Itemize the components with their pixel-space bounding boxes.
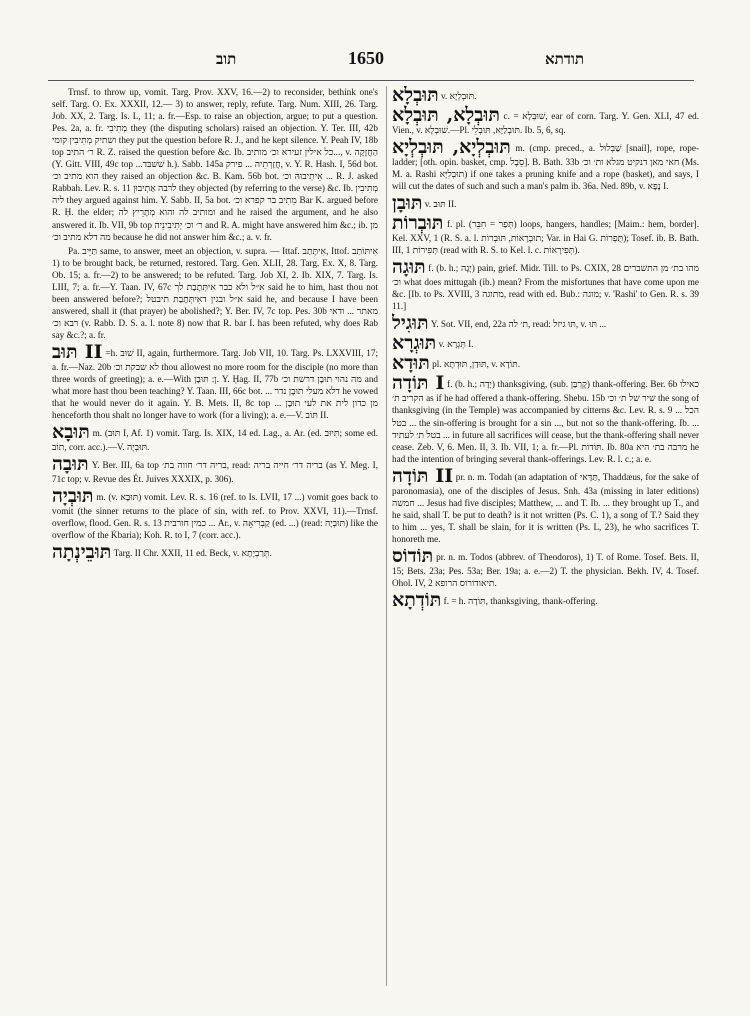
entry-text: Y. Ber. III, 6a top בריה דר׳ חווה בת׳, read: בריה דר׳ חייה בריה (as Y. Meg. I, 71c top; v. Revue des Ét. Juives XXXIX, p. 306). [52, 460, 378, 485]
dictionary-entry [392, 192, 699, 215]
entry-text: f. (b. h.; יָדָה) thanksgiving, (sub. קָרְבַּן) thank-offering. Ber. 6b כאילו הקריב ת׳ as if he had offered a thank-offering. Shebu. 15b שיר של ת׳ וכ׳ the song of thanksgiving (in the Temple) was accompanied by citterns &c. Lev. R. s. 9 ... הכל בטל ... the sin-offering is brought for a sin ..., but not so the thank-offering. Ib. ... בטל ת׳ לעתיד ... in future all sacrifices will cease, but the thank-offering shall never cease. Zeb. V, 6. Men. II, 3. Ib. VII, 1; a. fr.—Pl. תּוֹדוֹת. Ib. 80a מרבה בת׳ היא he had the intention of bringing several thank-offerings. Lev. R. l. c.; a. e. [392, 379, 699, 464]
dictionary-entry [392, 544, 699, 589]
entry-text: m. (cmp. preced., a. שַׁבְלוּל [snail], rope, rope-ladder; [oth. opin. basket, cmp. סֵבֶל]. B. Bath. 33b חאי מאן דנקיט מגלא ות׳ וכ׳ (Ms. M. a. Rashi תוּבְלִיָּא) if one takes a pruning knife and a rope (basket), and says, I will cut the dates of such and such a man's palm ib. 36a. Ned. 89b, v. נָפָא I. [392, 143, 699, 192]
entry-headword: תּוּדָא [392, 352, 430, 375]
entry-text: f. (b. h.; יָגָה) pain, grief. Midr. Till. to Ps. CXIX, 28 מהו בת׳ מן התשברים וכ׳ what does mittugah (ib.) mean? From the misfortunes that have come upon me &c. [Ib. to Ps. XVIII, 3 מתוגה, read with ed. Bub.: מוגה; v. 'Rashi' to Gen. R. s. 39 11.] [392, 263, 699, 312]
dictionary-entry [392, 258, 699, 312]
entry-headword: תּוּבְלָא [392, 86, 439, 106]
entry-text: c. = שׁוּבְּלָא, ear of corn. Targ. Y. Gen. XLI, 47 ed. Vien., v. שׁוּבְלָא.—Pl. תּוּבְלַיָּא, תּוּבְלֵי. Ib. 5, 6, sq. [392, 111, 699, 135]
dictionary-entry [392, 374, 699, 464]
right-column [392, 86, 699, 992]
entry-text: v. תְּגְרָא I. [438, 339, 474, 350]
entry-headword: תּוּב II [52, 340, 103, 363]
dictionary-entry [52, 487, 378, 541]
page-header [48, 48, 694, 72]
entry-headword: תּוֹדָה II [392, 464, 454, 487]
dictionary-entry [392, 332, 699, 355]
right-guide-word: תודתא [545, 52, 584, 68]
entry-text: Trnsf. to throw up, vomit. Targ. Prov. XXV, 16.—2) to reconsider, bethink one's self. Targ. O. Ex. XXXII, 12.— 3) to answer, reply, refute. Targ. Num. XIII, 26. Targ. Job. XX, 2. Targ. Is. L, 11; a. fr.—Esp. to raise an objection, argue; to put a question. Pes. 2a, a. fr. מְתִיבִי they (the disputing scholars) raised an objection. Y. Ter. III, 42b ושתיק מְתִיבִין קומי they put the question before R. J., and he kept silence. Y. Peah IV, 18b top ר׳ התיב R. Z. raised the question before &c. Ib. כל אילין זעירא וכ׳ מותיב..., v. הַחֲזָקָה (Y. Gitt. VIII, 49c top ...שׁשׁבּד h.). Sabb. 145a חֲזָרְתֵיה ... פירק, v. Y. R. Hash. I, 56d bot. הוא מתיב וכ׳ they raised an objection &c. B. Kam. 56b bot. אֵיתְיבוּהּ וכ׳ ... R. J. asked Rabbah. Lev. R. s. 11 לרבה אַתְיבוּן they objected (by referring to the verse) &c. Ib. מְתִיבִין ליה they argued against him. Y. Sabb. II, 5a bot. מֵתִיב בר קפרא וכ׳ Bar K. argued before R. Ḥ. the elder; ומותיב לה והוא מְתָרֵיץ לה and he raised the argument, and he also answered it. Ib. VII, 9b top ר׳ וכ׳ יְתִיבִינֵיה and R. A. might have answered him &c.; ib. מן מה דלא מתיב וכ׳ because he did not answer him &c.; a. v. fr. [52, 87, 378, 242]
entry-text: f. = h. תּוֹדָה, thanksgiving, thank-offering. [443, 596, 598, 607]
entry-text: =h. שׁוּב II, again, furthermore. Targ. Job VII, 10. Targ. Ps. LXXVIII, 17; a. fr.—Naz. 20b לא שבקת וכ׳ thou allowest no more room for the disciple (no more than three words of greeting); a. e.—With ן: תּוּבָן. Y. Ḥag. II, 77b מה נהוי תוּבָן דרשת וכ׳ and what more hast thou been teaching? Y. Taan. III, 66c bot. ... דלא מעלי תוּבָן נדר he vowed that he would never do it again. Y. B. Mets. II, 8c top ... מן כדון לית את לעי תוּבָן henceforth thou shalt no longer have to work (for a living); a. e.—V. תּוֹב II. [52, 347, 378, 421]
entry-text: f. pl. (תְּפַר = חִבֵּר) loops, hangers, handles; [Maim.: hem, border]. Kel. XXV, 1 (R. S. a. l. תוּבְרָאוֹת, תּוּבְרוֹת; Var. in Hai G. תֻּפְרוֹת); Tosef. ib. B. Bath. III, 1 תְּפִירוֹת (read with R. S. to Kel. l. c. תְּפִירָאוֹת). [392, 219, 699, 256]
left-column [52, 86, 378, 992]
dictionary-entry [52, 541, 378, 564]
entry-headword: תּוּבָן [392, 192, 423, 215]
dictionary-entry [52, 455, 378, 485]
dictionary-entry [392, 312, 699, 335]
entry-headword: תּוּבֵינְתָה [52, 541, 112, 564]
dictionary-entry [392, 589, 699, 612]
page-number: 1650 [348, 48, 384, 68]
entry-headword: תּוֹדָה I [392, 372, 445, 395]
entry-headword: תּוֹדוֹס [392, 544, 434, 567]
entry-headword: תּוּבְלָא, תּוּבְלָא [392, 104, 500, 126]
entry-text: v. תּוּבְלְיָא. [441, 91, 477, 101]
dictionary-entry [392, 464, 699, 545]
entry-text: pr. n. m. Todos (abbrev. of Theodoros), 1) T. of Rome. Tosef. Bets. II, 15; Bets. 23a; Pes. 53a; Ber. 19a; a. e.—2) T. the physician. Bekh. IV, 4. Tosef. Ohol. IV, 2 תיאודורוס הרופא. [392, 551, 699, 588]
entry-text: Targ. II Chr. XXII, 11 ed. Beck, v. תְּרַבְיָתָא. [113, 548, 272, 559]
header-rule [48, 80, 694, 81]
entry-text: pr. n. m. Todah (an adaptation of תַּדָּאי, Thaddæus, for the sake of paronomasia), one of the disciples of Jesus. Snh. 43a (missing in later editions) חמשה ... Jesus had five disciples; Matthew, ... and T. Ib. ... they brought up T., and he said, shall T. be put to death? is it not written (Ps. C. 1), a song of T.? Said they to him ... yes, T. shall be slain, for it is written (Ps. L, 23), he who sacrifices T. honoreth me. [392, 471, 699, 544]
entry-headword: תּוּבְלְיָא, תּוּבְלְיָא [392, 136, 511, 159]
left-guide-word: תוב [216, 52, 237, 68]
dictionary-entry [392, 106, 699, 136]
entry-headword: תּוּבָה [52, 453, 89, 476]
column-divider [386, 86, 387, 986]
entry-text: m. (תּוּב I, Af. 1) vomit. Targ. Is. XIX, 14 ed. Lag., a. Ar. (ed. תִּיוּב; some ed. תוֹב, corr. acc.).—V. תּוּבְיָה. [52, 428, 378, 453]
dictionary-entry [392, 214, 699, 256]
dictionary-entry [52, 86, 378, 243]
entry-headword: תּוֹדְתָא [392, 589, 442, 612]
dictionary-entry [52, 423, 378, 453]
entry-text: Pa. תַּיֵּיב same, to answer, meet an objection, v. supra. — Ittaf. אִיתָּתַב, Ittof. אִיתּוֹתַב 1) to be brought back, be returned, restored. Targ. Gen. XLII, 28. Targ. Ex. X, 8. Targ. Ob. 15; a. fr.—2) to be answered; to be refuted. Targ. Job XI, 2. Ib. XIX, 7. Targ. Is. LIII, 7; a. fr.—Y. Taan. IV, 67c א״ל ולא כבר אִיתְּתָבַת לך said he to him, hast thou not been answered before?; א״ל ובגין דאִיתְּתָבַת תיבטל said he, and because I have been answered, shall it (that prayer) be abolished?; Y. Ber. IV, 7c top. Pes. 30b מאתר ... ודאי רבא וכ׳ (v. Rabb. D. S. a. l. note 8) now that R. bar I. has been refuted, why does Rab say &c.?; a. fr. [52, 245, 378, 340]
entry-text: m. (v. תּוּבָא) vomit. Lev. R. s. 16 (ref. to Is. LVII, 17 ...) vomit goes back to vomit (the sinner returns to the place of sin, with ref. to Prov. XXVI, 11).—Trnsf. overflow, flood. Gen. R. s. 13 כמין חורבית ... Ar., v. קַבְרִיאָה (ed. ...) (read: תּוּבְיָה) like the overflow of the K̇baria); Koh. R. to I, 7 (corr. acc.). [52, 492, 378, 541]
entry-text: Y. Sot. VII, end, 22a ת׳ לה, read: תּוּ גיזל, v. תּוּ ... [430, 319, 607, 330]
dictionary-entry [392, 352, 699, 375]
entry-text: v. תּוּב II. [424, 199, 457, 210]
entry-text: pl. תּוּדַן, תּוּדְתָא, v. תּוֹדָא. [432, 359, 521, 370]
entry-headword: תּוּבְיָה [52, 485, 94, 508]
entry-headword: תּוּבָא [52, 421, 90, 444]
dictionary-entry [52, 340, 378, 421]
entry-headword: תּוּגִיל [392, 312, 429, 335]
entry-headword: תּוּגְרָא [392, 332, 437, 355]
entry-headword: תּוּבְרוֹת [392, 212, 444, 235]
dictionary-entry [392, 138, 699, 192]
dictionary-entry [392, 86, 699, 104]
entry-headword: תּוּגָה [392, 256, 426, 279]
dictionary-entry [52, 245, 378, 341]
